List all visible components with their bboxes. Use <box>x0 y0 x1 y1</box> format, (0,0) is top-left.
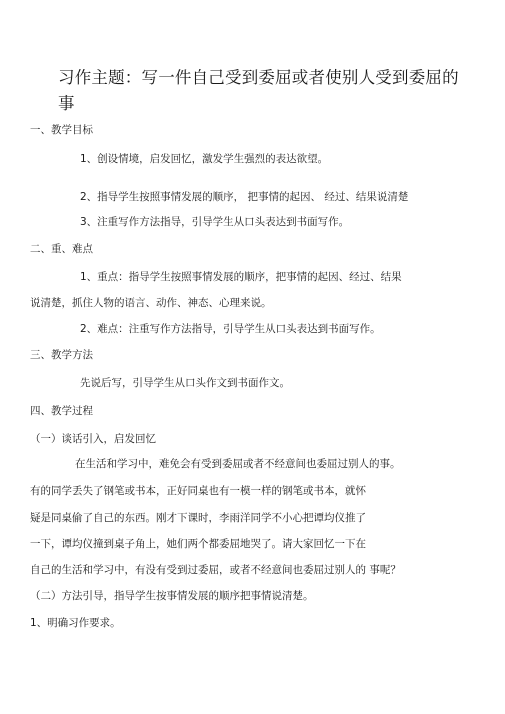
goal-3: 3、注重写作方法指导，引导学生从口头表达到书面写作。 <box>80 216 350 228</box>
paragraph-line-4: 一下，谭均仪撞到桌子角上，她们两个都委屈地哭了。请大家回忆一下在 <box>30 538 366 550</box>
section-heading-process: 四、教学过程 <box>30 405 93 417</box>
section-heading-key-points: 二、重、难点 <box>30 243 93 255</box>
step-2-heading: （二）方法引导，指导学生按事情发展的顺序把事情说清楚。 <box>30 590 314 602</box>
key-point-1-line-1: 1、重点：指导学生按照事情发展的顺序，把事情的起因、经过、结果 <box>80 271 402 283</box>
doc-title-line-2: 事 <box>58 94 75 113</box>
key-point-2: 2、难点：注重写作方法指导，引导学生从口头表达到书面写作。 <box>80 323 381 335</box>
step-2-item-1: 1、明确习作要求。 <box>30 617 121 629</box>
doc-title-line-1: 习作主题：写一件自己受到委屈或者使别人受到委屈的 <box>58 68 459 87</box>
method-text: 先说后写，引导学生从口头作文到书面作文。 <box>80 377 290 389</box>
paragraph-line-5: 自己的生活和学习中，有没有受到过委屈，或者不经意间也委屈过别人的 事呢？ <box>30 564 401 576</box>
paragraph-line-1: 在生活和学习中，难免会有受到委屈或者不经意间也委屈过别人的事。 <box>75 458 401 470</box>
goal-2: 2、指导学生按照事情发展的顺序， 把事情的起因、 经过、结果说清楚 <box>80 191 409 203</box>
paragraph-line-2: 有的同学丢失了钢笔或书本，正好同桌也有一模一样的钢笔或书本，就怀 <box>30 485 366 497</box>
key-point-1-line-2: 说清楚，抓住人物的语言、动作、神态、心理来说。 <box>30 297 272 309</box>
goal-1: 1、创设情境，启发回忆，激发学生强烈的表达欲望。 <box>80 153 329 165</box>
section-heading-methods: 三、教学方法 <box>30 349 93 361</box>
section-heading-goals: 一、教学目标 <box>30 124 93 136</box>
step-1-heading: （一）谈话引入，启发回忆 <box>30 433 156 445</box>
paragraph-line-3: 疑是同桌偷了自己的东西。刚才下课时，李雨洋同学不小心把谭均仪推了 <box>30 512 366 524</box>
